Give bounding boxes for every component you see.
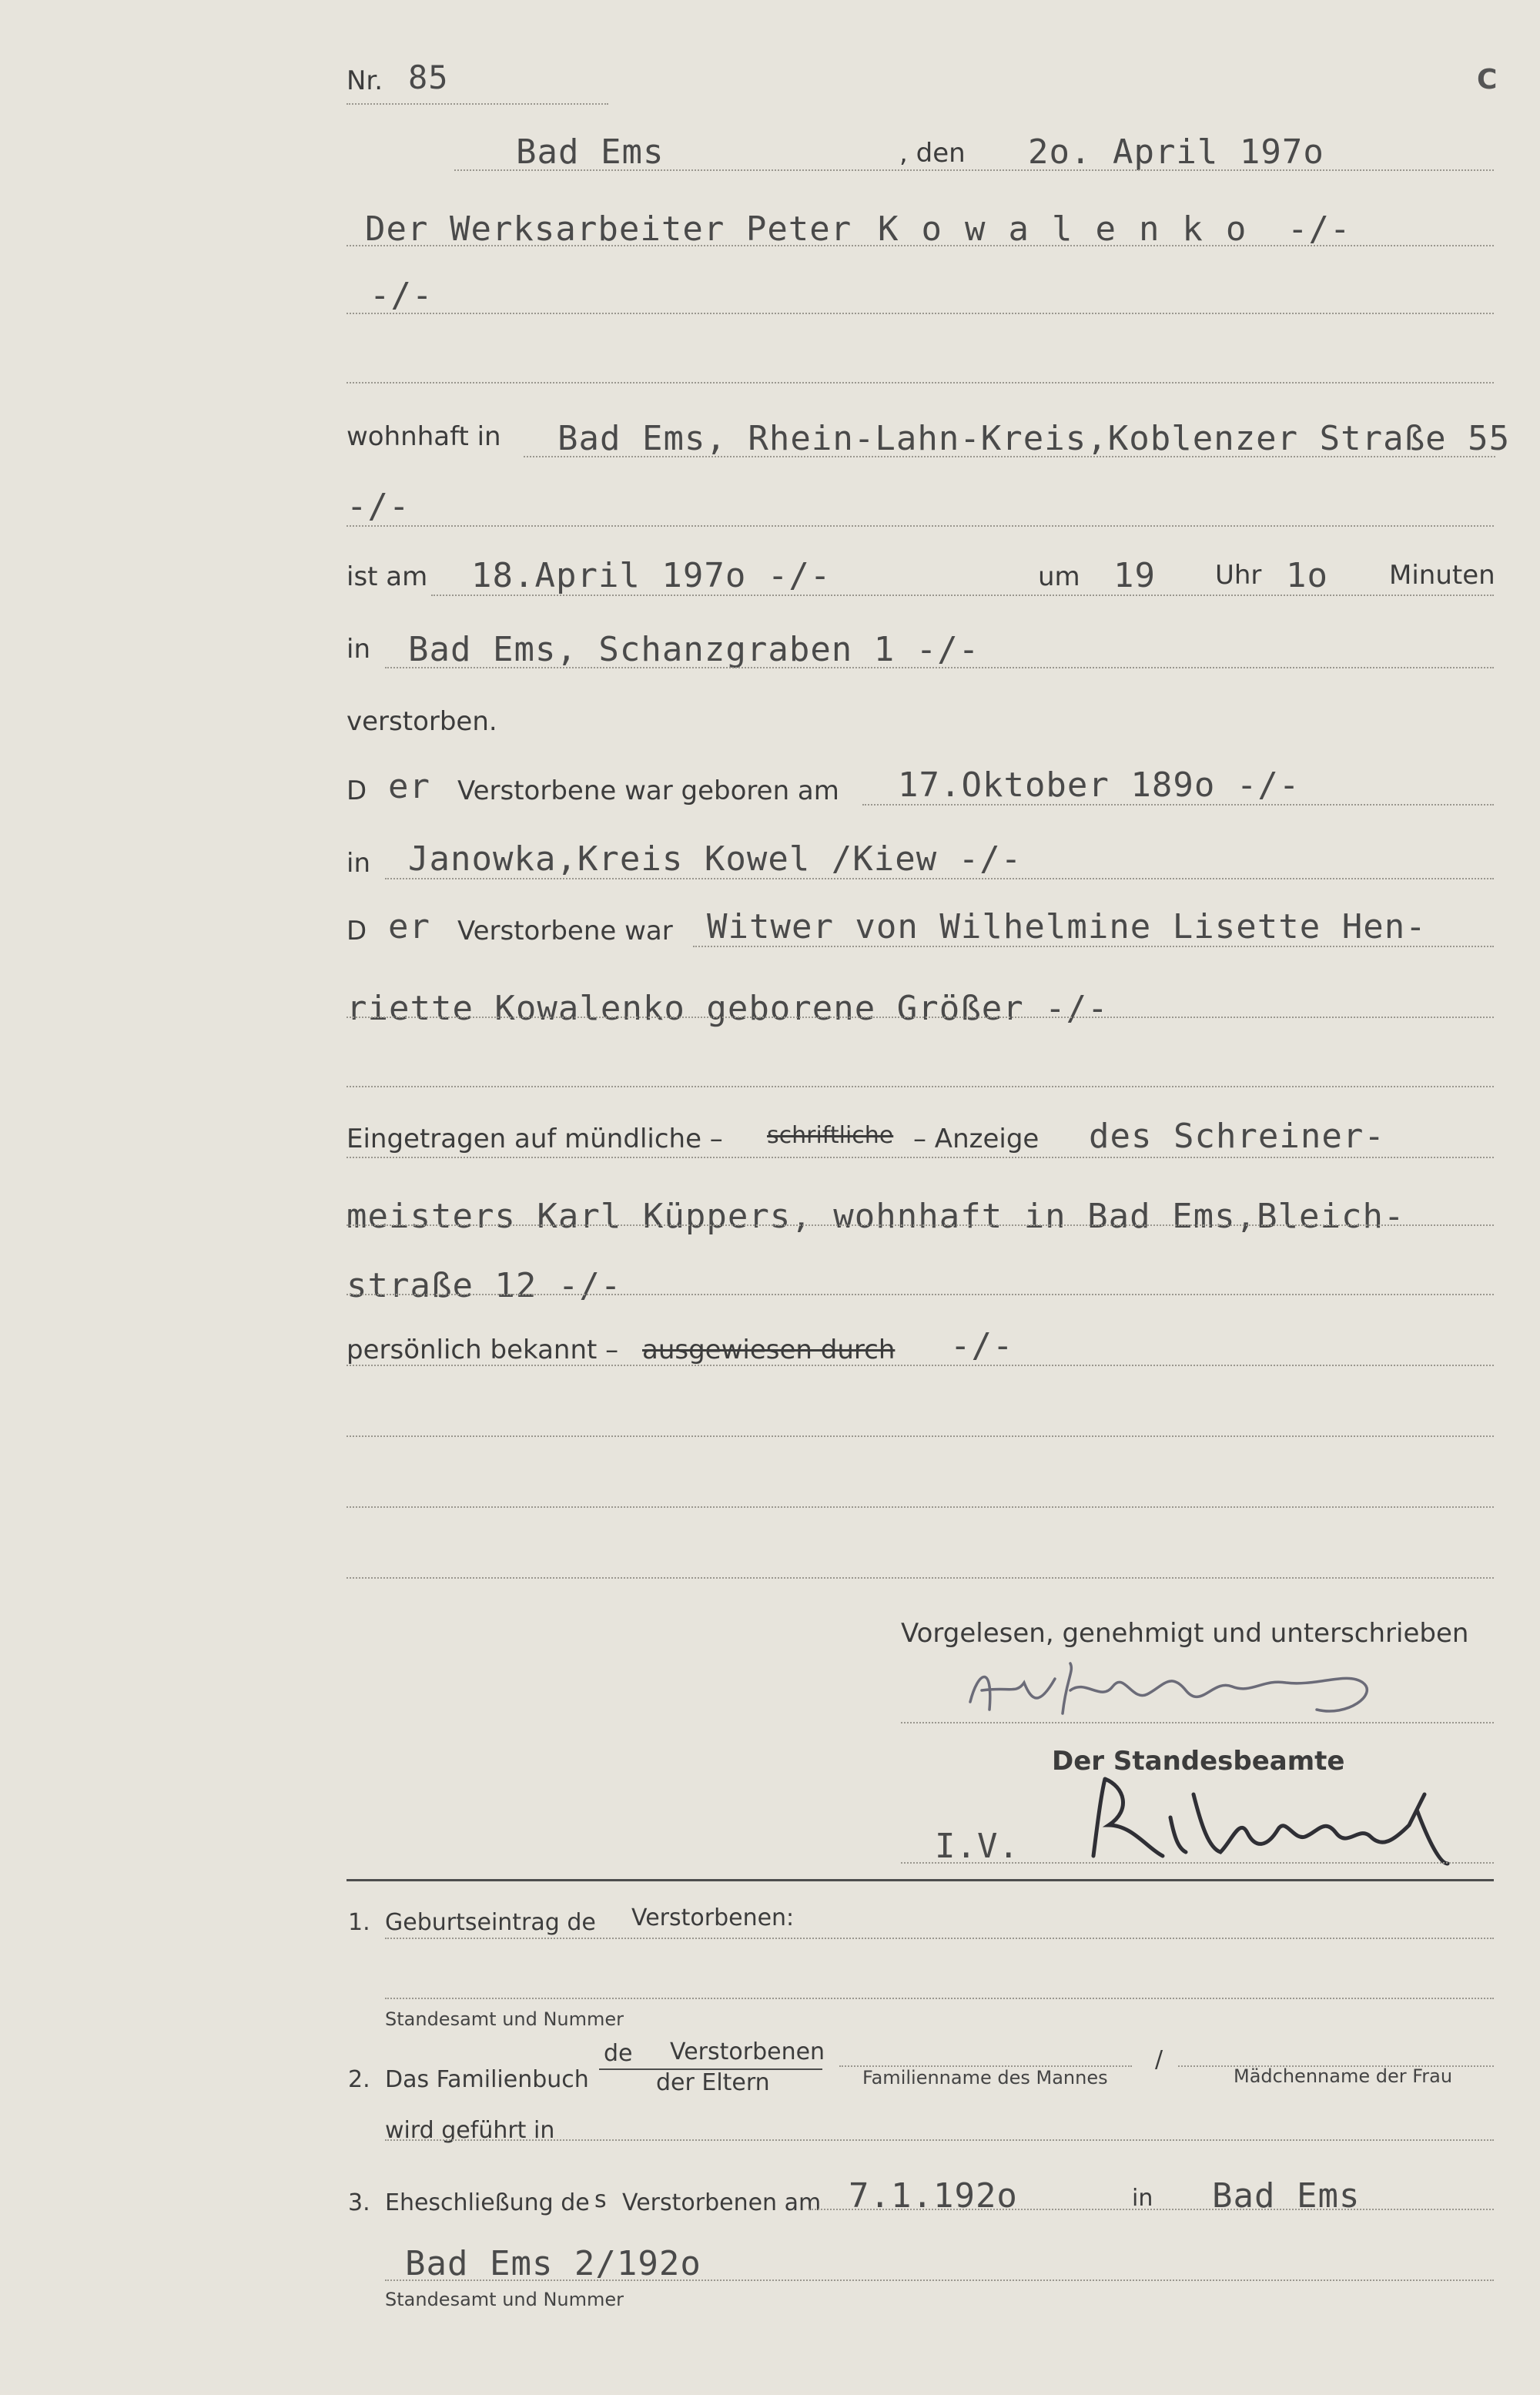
marriage-date: 7.1.192o <box>849 2176 1018 2216</box>
marriage-line <box>808 2209 1494 2210</box>
blank-line-1 <box>346 1435 1494 1437</box>
known-label: persönlich bekannt – <box>346 1335 619 1365</box>
registration-line2-rule <box>346 1224 1494 1226</box>
birth-date: 17.Oktober 189o -/- <box>898 765 1301 805</box>
person-surname: Kowalenko <box>878 209 1270 249</box>
wife-caption: Mädchenname der Frau <box>1234 2065 1453 2087</box>
registration-line3: straße 12 -/- <box>346 1266 622 1305</box>
death-date: 18.April 197o -/- <box>471 556 832 595</box>
residence-line2-rule <box>346 525 1494 527</box>
nr-label: Nr. <box>346 65 383 96</box>
corner-letter: C <box>1477 64 1498 95</box>
death-date-line <box>431 595 1494 596</box>
iv-label: I.V. <box>935 1827 1019 1866</box>
marital-line1-rule <box>693 946 1494 947</box>
person-line1 <box>346 245 1494 246</box>
marital-line2: riette Kowalenko geborene Größer -/- <box>346 989 1109 1028</box>
birth-label: Verstorbene war geboren am <box>457 775 839 806</box>
office-number-caption: Standesamt und Nummer <box>385 2008 624 2030</box>
known-value: -/- <box>950 1326 1014 1365</box>
header-line <box>454 169 1494 171</box>
birth-d-label: D <box>346 775 367 806</box>
registration-line2: meisters Karl Küppers, wohnhaft in Bad Ems,Bleich- <box>346 1197 1405 1236</box>
death-place: Bad Ems, Schanzgraben 1 -/- <box>408 630 980 669</box>
registration-line1-rule <box>346 1157 1494 1158</box>
residence-label: wohnhaft in <box>346 421 501 452</box>
registration-label-b: – Anzeige <box>913 1124 1040 1154</box>
blank-line-2 <box>346 1506 1494 1508</box>
birth-entry-line <box>385 1938 1494 1939</box>
registration-line3-rule <box>346 1294 1494 1295</box>
known-line <box>346 1365 1494 1366</box>
registration-label-a: Eingetragen auf mündliche – <box>346 1124 723 1154</box>
marital-label: Verstorbene war <box>457 916 673 946</box>
registration-struck: schriftliche <box>767 1122 894 1149</box>
family-book-lower: der Eltern <box>656 2069 770 2096</box>
death-place-line <box>385 667 1494 668</box>
marriage-register-line <box>385 2279 1494 2281</box>
person-line2: -/- <box>370 276 434 315</box>
family-book-de-label: de <box>604 2040 633 2067</box>
residence-line <box>524 456 1495 457</box>
family-book-upper: Verstorbenen <box>670 2038 825 2065</box>
marital-d-label: D <box>346 916 367 946</box>
person-line1-suffix: -/- <box>1287 209 1351 249</box>
birth-date-line <box>862 804 1494 806</box>
nr-line <box>346 103 608 105</box>
header-date: 2o. April 197o <box>1028 132 1324 172</box>
birth-entry-value: Verstorbenen: <box>631 1904 795 1931</box>
marriage-place: Bad Ems <box>1212 2176 1361 2216</box>
death-uhr-label: Uhr <box>1215 560 1262 591</box>
marital-line2-rule <box>346 1017 1494 1018</box>
footer-divider <box>346 1879 1494 1881</box>
birth-place: Janowka,Kreis Kowel /Kiew -/- <box>408 839 1023 879</box>
official-signature-line <box>901 1862 1494 1864</box>
kept-in-line <box>385 2139 1494 2141</box>
footer-n1: 1. <box>348 1909 370 1936</box>
death-in-label: in <box>346 634 370 665</box>
residence-line2: -/- <box>346 487 410 526</box>
death-date-label: ist am <box>346 561 428 592</box>
marital-line3-rule <box>346 1086 1494 1087</box>
den-label: , den <box>899 138 966 169</box>
family-book-label: Das Familienbuch <box>385 2066 589 2093</box>
birth-er-typed: er <box>388 767 430 806</box>
registration-line1: des Schreiner- <box>1089 1117 1385 1156</box>
verstorben-label: verstorben. <box>346 706 497 737</box>
marital-er-typed: er <box>388 907 430 946</box>
declarant-signature <box>947 1648 1394 1733</box>
marriage-in-label: in <box>1132 2185 1153 2212</box>
birth-entry-line-2 <box>385 1998 1494 1999</box>
official-label: Der Standesbeamte <box>1052 1746 1345 1777</box>
header-place: Bad Ems <box>516 132 665 172</box>
nr-value: 85 <box>408 59 449 96</box>
residence-value: Bad Ems, Rhein-Lahn-Kreis,Koblenzer Straße 55 <box>557 419 1511 458</box>
known-struck: ausgewiesen durch <box>642 1335 896 1365</box>
marriage-s: s <box>594 2186 607 2213</box>
family-slash: / <box>1155 2046 1163 2073</box>
birth-entry-label: Geburtseintrag de <box>385 1909 596 1936</box>
death-um-label: um <box>1038 561 1080 592</box>
marital-line1: Witwer von Wilhelmine Lisette Hen- <box>707 907 1427 946</box>
marriage-label-a: Eheschließung de <box>385 2189 590 2216</box>
footer-n2: 2. <box>348 2066 370 2093</box>
office-number-caption-2: Standesamt und Nummer <box>385 2289 624 2310</box>
marriage-register: Bad Ems 2/192o <box>405 2244 701 2283</box>
marriage-label-b: Verstorbenen am <box>622 2189 822 2216</box>
birth-place-line <box>385 878 1494 879</box>
footer-n3: 3. <box>348 2189 370 2216</box>
death-minuten-label: Minuten <box>1389 560 1495 591</box>
kept-in-label: wird geführt in <box>385 2117 555 2144</box>
husband-caption: Familienname des Mannes <box>862 2067 1108 2089</box>
declarant-signature-line <box>901 1722 1494 1723</box>
person-line1-prefix: Der Werksarbeiter Peter <box>365 209 852 249</box>
birth-in-label: in <box>346 848 370 879</box>
death-minutes: 1o <box>1286 556 1328 595</box>
blank-line-3 <box>346 1577 1494 1579</box>
person-line3-rule <box>346 382 1494 384</box>
person-line2-rule <box>346 313 1494 314</box>
read-approved-label: Vorgelesen, genehmigt und unterschrieben <box>901 1618 1469 1649</box>
death-hour: 19 <box>1113 556 1156 595</box>
